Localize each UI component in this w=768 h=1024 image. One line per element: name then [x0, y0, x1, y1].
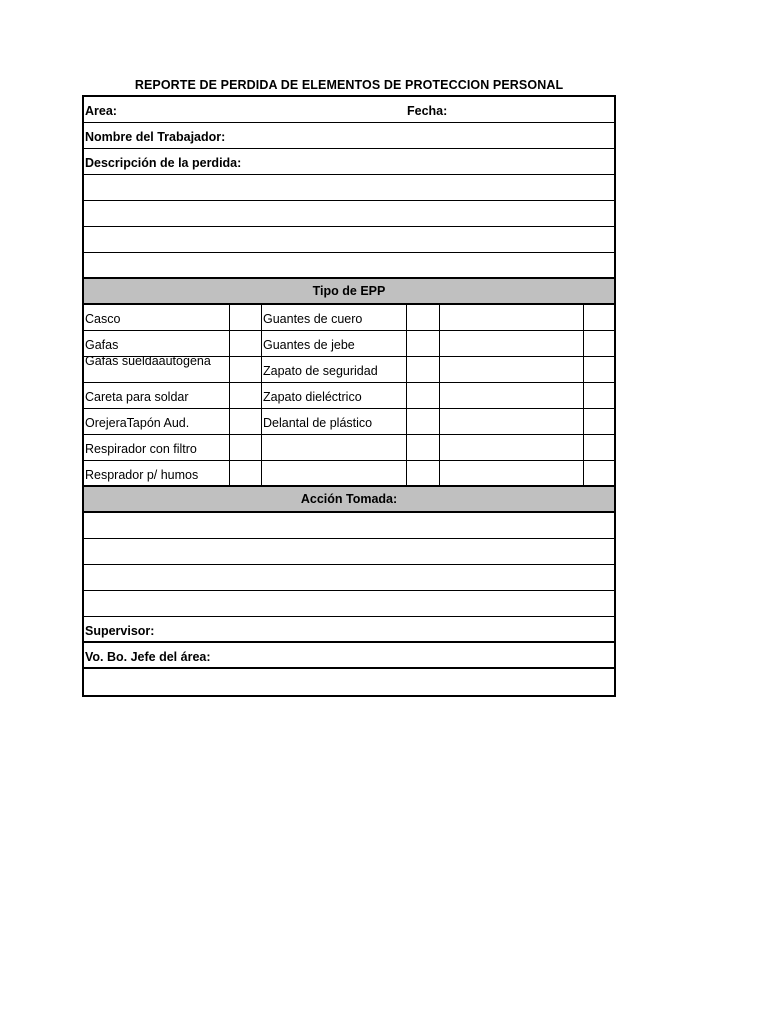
epp-extra-cell[interactable]	[440, 435, 584, 460]
epp-item-label: Zapato de seguridad	[263, 364, 378, 378]
epp-extra-cell[interactable]	[440, 357, 584, 382]
accion-section-header: Acción Tomada:	[84, 487, 614, 513]
epp-item-cell	[262, 409, 407, 434]
epp-item-label: Guantes de jebe	[263, 338, 355, 352]
epp-check-cell[interactable]	[407, 357, 440, 382]
epp-item-cell	[262, 461, 407, 485]
epp-extra-cell[interactable]	[440, 461, 584, 485]
accion-line-2[interactable]	[84, 539, 614, 565]
epp-check-cell[interactable]	[584, 383, 616, 408]
epp-row	[84, 331, 614, 357]
epp-check-cell[interactable]	[407, 435, 440, 460]
epp-check-cell[interactable]	[407, 461, 440, 485]
epp-section-header: Tipo de EPP	[84, 279, 614, 305]
descripcion-label: Descripción de la perdida:	[85, 156, 242, 170]
descripcion-row[interactable]	[84, 149, 614, 175]
epp-row	[84, 435, 614, 461]
epp-check-cell[interactable]	[407, 383, 440, 408]
nombre-label: Nombre del Trabajador:	[85, 130, 226, 144]
epp-check-cell[interactable]	[584, 435, 616, 460]
epp-check-cell[interactable]	[230, 461, 262, 485]
epp-check-cell[interactable]	[584, 461, 616, 485]
loss-report-form	[82, 95, 616, 697]
epp-item-cell	[84, 357, 230, 382]
epp-check-cell[interactable]	[584, 331, 616, 356]
accion-line-1[interactable]	[84, 513, 614, 539]
epp-item-cell	[84, 435, 230, 460]
accion-line-3[interactable]	[84, 565, 614, 591]
epp-check-cell[interactable]	[407, 409, 440, 434]
epp-item-cell	[84, 409, 230, 434]
descripcion-line-3[interactable]	[84, 227, 614, 253]
epp-item-label: Careta para soldar	[85, 390, 189, 404]
epp-item-label: Gafas sueldaautogena	[85, 357, 211, 368]
epp-check-cell[interactable]	[230, 305, 262, 330]
nombre-row[interactable]	[84, 123, 614, 149]
epp-row	[84, 461, 614, 487]
area-label: Area:	[85, 104, 117, 118]
epp-item-label: OrejeraTapón Aud.	[85, 416, 190, 430]
epp-extra-cell[interactable]	[440, 331, 584, 356]
jefe-row[interactable]	[84, 643, 614, 669]
epp-check-cell[interactable]	[584, 305, 616, 330]
epp-item-cell	[84, 383, 230, 408]
epp-item-cell	[262, 305, 407, 330]
epp-item-cell	[262, 331, 407, 356]
epp-check-cell[interactable]	[230, 435, 262, 460]
epp-extra-cell[interactable]	[440, 383, 584, 408]
epp-item-label: Zapato dieléctrico	[263, 390, 362, 404]
accion-line-4[interactable]	[84, 591, 614, 617]
epp-item-label: Casco	[85, 312, 121, 326]
document-title: REPORTE DE PERDIDA DE ELEMENTOS DE PROTECCION PERSONAL	[134, 78, 564, 92]
descripcion-line-1[interactable]	[84, 175, 614, 201]
descripcion-line-4[interactable]	[84, 253, 614, 279]
epp-item-label: Gafas	[85, 338, 119, 352]
area-row[interactable]	[84, 97, 614, 123]
fecha-label: Fecha:	[407, 104, 448, 118]
epp-row	[84, 383, 614, 409]
epp-item-label: Respirador con filtro	[85, 442, 197, 456]
epp-check-cell[interactable]	[407, 305, 440, 330]
epp-row	[84, 305, 614, 331]
epp-check-cell[interactable]	[230, 383, 262, 408]
epp-row	[84, 409, 614, 435]
epp-check-cell[interactable]	[230, 357, 262, 382]
epp-extra-cell[interactable]	[440, 305, 584, 330]
epp-row	[84, 357, 614, 383]
epp-check-cell[interactable]	[584, 409, 616, 434]
epp-item-cell	[262, 357, 407, 382]
epp-item-label: Guantes de cuero	[263, 312, 363, 326]
epp-item-label: Resprador p/ humos	[85, 468, 199, 482]
epp-item-cell	[84, 305, 230, 330]
epp-check-cell[interactable]	[584, 357, 616, 382]
epp-item-cell	[262, 383, 407, 408]
descripcion-line-2[interactable]	[84, 201, 614, 227]
epp-item-cell	[262, 435, 407, 460]
supervisor-label: Supervisor:	[85, 624, 155, 638]
epp-extra-cell[interactable]	[440, 409, 584, 434]
epp-check-cell[interactable]	[230, 409, 262, 434]
epp-item-cell	[84, 461, 230, 485]
jefe-label: Vo. Bo. Jefe del área:	[85, 650, 211, 664]
epp-item-cell	[84, 331, 230, 356]
epp-item-label: Delantal de plástico	[263, 416, 373, 430]
supervisor-row[interactable]	[84, 617, 614, 643]
signature-line[interactable]	[84, 669, 614, 695]
epp-check-cell[interactable]	[230, 331, 262, 356]
epp-check-cell[interactable]	[407, 331, 440, 356]
